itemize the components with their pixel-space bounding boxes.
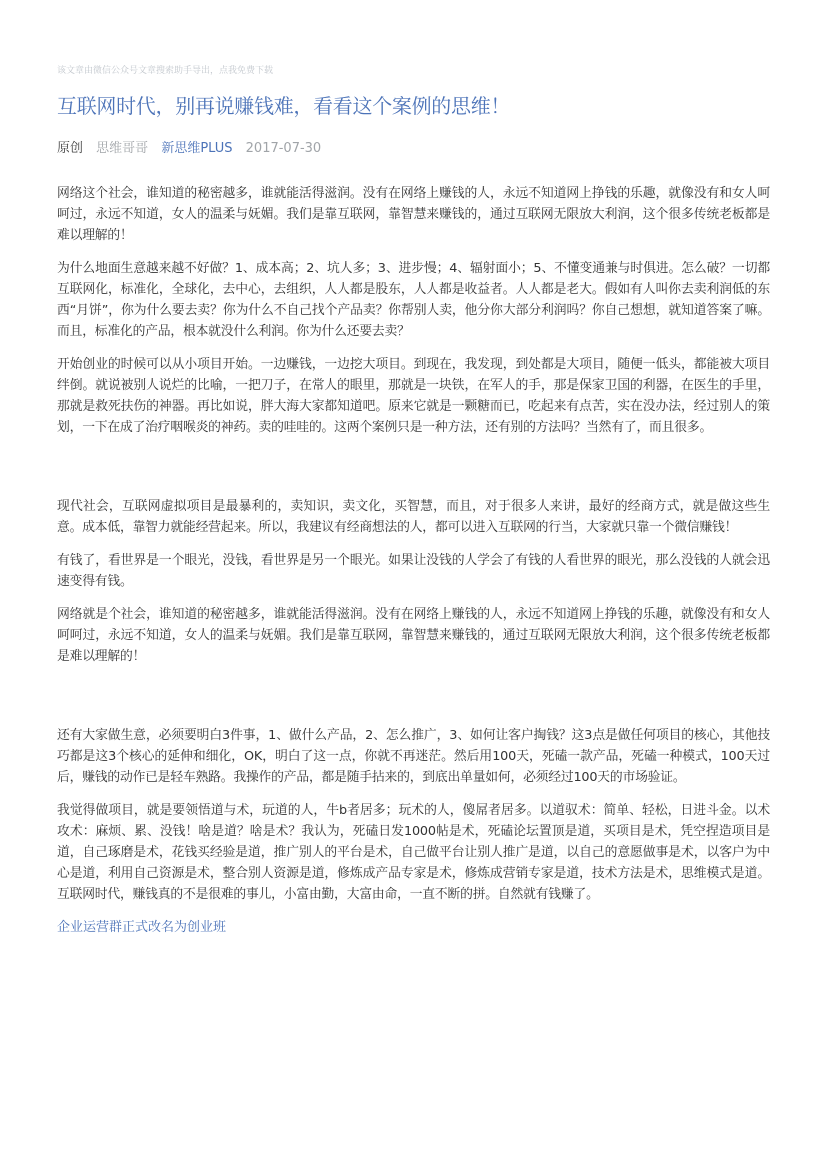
spacer bbox=[57, 438, 770, 496]
spacer bbox=[57, 667, 770, 725]
paragraph: 开始创业的时候可以从小项目开始。一边赚钱，一边挖大项目。到现在，我发现，到处都是大项目，随便一低头，都能被大项目绊倒。就说被别人说烂的比喻，一把刀子，在常人的眼里，那就是一块铁，在军人的手，那是保家卫国的利器，在医生的手里，那就是救死扶伤的神器。再比如说，胖大海大家都知道吧。原来它就是一颗糖而已，吃起来有点苦，实在没办法，经过别人的策划，一下在成了治疗咽喉炎的神药。卖的哇哇的。这两个案例只是一种方法，还有别的方法吗？当然有了，而且很多。 bbox=[57, 357, 770, 435]
paragraph: 网络这个社会，谁知道的秘密越多，谁就能活得滋润。没有在网络上赚钱的人，永远不知道网上挣钱的乐趣，就像没有和女人呵呵过，永远不知道，女人的温柔与妩媚。我们是靠互联网，靠智慧来赚钱的，通过互联网无限放大利润，这个很多传统老板都是难以理解的！ bbox=[57, 186, 770, 243]
publish-date: 2017-07-30 bbox=[245, 141, 322, 156]
paragraph: 现代社会，互联网虚拟项目是最暴利的，卖知识，卖文化，买智慧，而且，对于很多人来讲，最好的经商方式，就是做这些生意。成本低，靠智力就能经营起来。所以，我建议有经商想法的人，都可以进入互联网的行当，大家就只靠一个微信赚钱！ bbox=[57, 499, 770, 535]
account-link[interactable]: 新思维PLUS bbox=[161, 141, 233, 156]
export-notice[interactable]: 该文章由微信公众号文章搜索助手导出，点我免费下载 bbox=[57, 66, 274, 76]
article-meta bbox=[57, 140, 330, 158]
paragraph: 还有大家做生意，必须要明白3件事，1、做什么产品，2、怎么推广，3、如何让客户掏钱？这3点是做任何项目的核心，其他技巧都是这3个核心的延伸和细化，OK，明白了这一点，你就不再迷茫。然后用100天，死磕一款产品，死磕一种模式，100天过后，赚钱的动作已是轻车熟路。我操作的产品，都是随手拈来的，到底出单量如何，必须经过100天的市场验证。 bbox=[57, 728, 770, 785]
original-tag: 原创 bbox=[57, 141, 84, 156]
article-body bbox=[57, 183, 770, 938]
paragraph: 我觉得做项目，就是要领悟道与术，玩道的人，牛b者居多；玩术的人，傻屌者居多。以道驭术：简单、轻松，日进斗金。以术攻术：麻烦、累、没钱！啥是道？啥是术？我认为，死磕日发1000帖是术，死磕论坛置顶是道，买项目是术，凭空捏造项目是道，自己琢磨是术，花钱买经验是道，推广别人的平台是术，自己做平台让别人推广是道，以自己的意愿做事是术，以客户为中心是道，利用自己资源是术，整合别人资源是道，修炼成产品专家是术，修炼成营销专家是道，技术方法是术，思维模式是道。互联网时代，赚钱真的不是很难的事儿，小富由勤，大富由命，一直不断的拼。自然就有钱赚了。 bbox=[57, 803, 770, 902]
paragraph: 有钱了，看世界是一个眼光，没钱，看世界是另一个眼光。如果让没钱的人学会了有钱的人看世界的眼光，那么没钱的人就会迅速变得有钱。 bbox=[57, 553, 770, 589]
article-title: 互联网时代，别再说赚钱难，看看这个案例的思维！ bbox=[57, 94, 511, 118]
related-article-link[interactable]: 企业运营群正式改名为创业班 bbox=[57, 920, 227, 935]
paragraph: 网络就是个社会，谁知道的秘密越多，谁就能活得滋润。没有在网络上赚钱的人，永远不知道网上挣钱的乐趣，就像没有和女人呵呵过，永远不知道，女人的温柔与妩媚。我们是靠互联网，靠智慧来赚钱的，通过互联网无限放大利润，这个很多传统老板都是难以理解的！ bbox=[57, 607, 770, 664]
paragraph: 为什么地面生意越来越不好做？1、成本高；2、坑人多；3、进步慢；4、辐射面小；5、不懂变通兼与时俱进。怎么破？一切都互联网化，标准化，全球化，去中心，去组织，人人都是股东，人人都是收益者。人人都是老大。假如有人叫你去卖利润低的东西“月饼”，你为什么要去卖？你为什么不自己找个产品卖？你帮别人卖，他分你大部分利润吗？你自己想想，就知道答案了嘛。而且，标准化的产品，根本就没什么利润。你为什么还要去卖？ bbox=[57, 261, 770, 339]
author-name: 思维哥哥 bbox=[96, 141, 149, 156]
